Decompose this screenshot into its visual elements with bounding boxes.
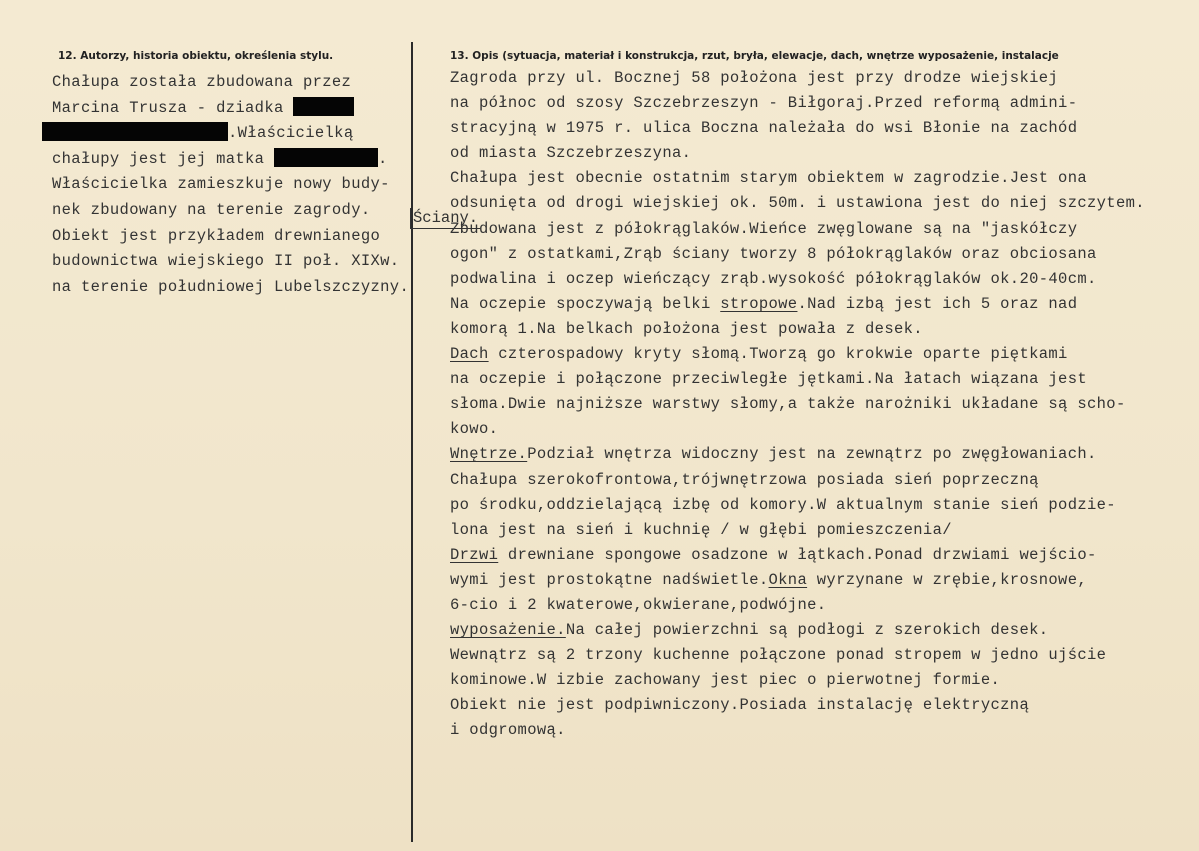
description-line: Na oczepie spoczywają belki stropowe.Nad izbą jest ich 5 oraz nad — [450, 294, 1078, 313]
description-line: Wnętrze.Podział wnętrza widoczny jest na zewnątrz po zwęgłowaniach. — [450, 445, 1097, 464]
left-line: na terenie południowej Lubelszczyzny. — [52, 277, 410, 296]
left-line: Obiekt jest przykładem drewnianego — [52, 226, 381, 245]
description-line: słoma.Dwie najniższe warstwy słomy,a także narożniki układane są scho- — [450, 395, 1126, 414]
description-line: ogon" z ostatkami,Zrąb ściany tworzy 8 półokrąglaków oraz obciosana — [450, 244, 1097, 263]
redaction-bar — [293, 97, 354, 116]
section-13-heading: 13. Opis (sytuacja, materiał i konstrukcja, rzut, bryła, elewacje, dach, wnętrze wyposażenie, instalacje — [450, 50, 1059, 62]
description-line: komorą 1.Na belkach położona jest powała z desek. — [450, 319, 923, 338]
description-line: Chałupa szerokofrontowa,trójwnętrzowa posiada sień poprzeczną — [450, 470, 1039, 489]
description-line: po środku,oddzielającą izbę od komory.W aktualnym stanie sień podzie- — [450, 495, 1116, 514]
description-line: Zbudowana jest z półokrąglaków.Wieńce zwęglowane są na "jaskółczy — [450, 219, 1078, 238]
description-line: Dach czterospadowy kryty słomą.Tworzą go krokwie oparte piętkami — [450, 345, 1068, 364]
description-line: lona jest na sień i kuchnię / w głębi pomieszczenia/ — [450, 520, 952, 539]
description-line: 6-cio i 2 kwaterowe,okwierane,podwójne. — [450, 595, 827, 614]
description-line: wyposażenie.Na całej powierzchni są podłogi z szerokich desek. — [450, 621, 1049, 640]
description-line: Chałupa jest obecnie ostatnim starym obiektem w zagrodzie.Jest ona — [450, 169, 1087, 188]
section-12-heading: 12. Autorzy, historia obiektu, określenia stylu. — [58, 50, 334, 62]
redaction-bar — [42, 122, 228, 141]
section-13-text — [450, 66, 1170, 744]
description-line: Zagroda przy ul. Bocznej 58 położona jest przy drodze wiejskiej — [450, 69, 1059, 87]
left-line: nek zbudowany na terenie zagrody. — [52, 200, 371, 219]
section-12-text — [52, 70, 412, 300]
description-line: kominowe.W izbie zachowany jest piec o pierwotnej formie. — [450, 671, 1001, 690]
description-line: Wewnątrz są 2 trzony kuchenne połączone ponad stropem w jedno ujście — [450, 646, 1107, 665]
left-line: Chałupa została zbudowana przez — [52, 73, 352, 91]
description-line: odsunięta od drogi wiejskiej ok. 50m. i ustawiona jest do niej szczytem. — [450, 194, 1145, 213]
margin-note-sciany: Ściany. — [410, 208, 480, 229]
left-line: .Właścicielką — [52, 121, 412, 147]
left-line: chałupy jest jej matka . — [52, 149, 388, 168]
description-line: na oczepie i połączone przeciwległe jętkami.Na łatach wiązana jest — [450, 370, 1087, 389]
left-line: Marcina Trusza - dziadka — [52, 96, 412, 122]
redaction-bar — [274, 148, 378, 167]
description-line: podwalina i oczep wieńczący zrąb.wysokość półokrąglaków ok.20-40cm. — [450, 269, 1097, 288]
description-line: na północ od szosy Szczebrzeszyn - Biłgoraj.Przed reformą admini- — [450, 94, 1078, 113]
description-line: Drzwi drewniane spongowe osadzone w łątkach.Ponad drzwiami wejścio- — [450, 545, 1097, 564]
description-line: stracyjną w 1975 r. ulica Boczna należała do wsi Błonie na zachód — [450, 119, 1078, 138]
left-line: Właścicielka zamieszkuje nowy budy- — [52, 175, 390, 194]
left-line: budownictwa wiejskiego II poł. XIXw. — [52, 252, 400, 271]
description-line: i odgromową. — [450, 721, 566, 740]
description-line: Obiekt nie jest podpiwniczony.Posiada instalację elektryczną — [450, 696, 1030, 715]
description-line: od miasta Szczebrzeszyna. — [450, 144, 692, 163]
description-line: wymi jest prostokątne nadświetle.Okna wyrzynane w zrębie,krosnowe, — [450, 570, 1088, 589]
description-line: kowo. — [450, 420, 499, 439]
